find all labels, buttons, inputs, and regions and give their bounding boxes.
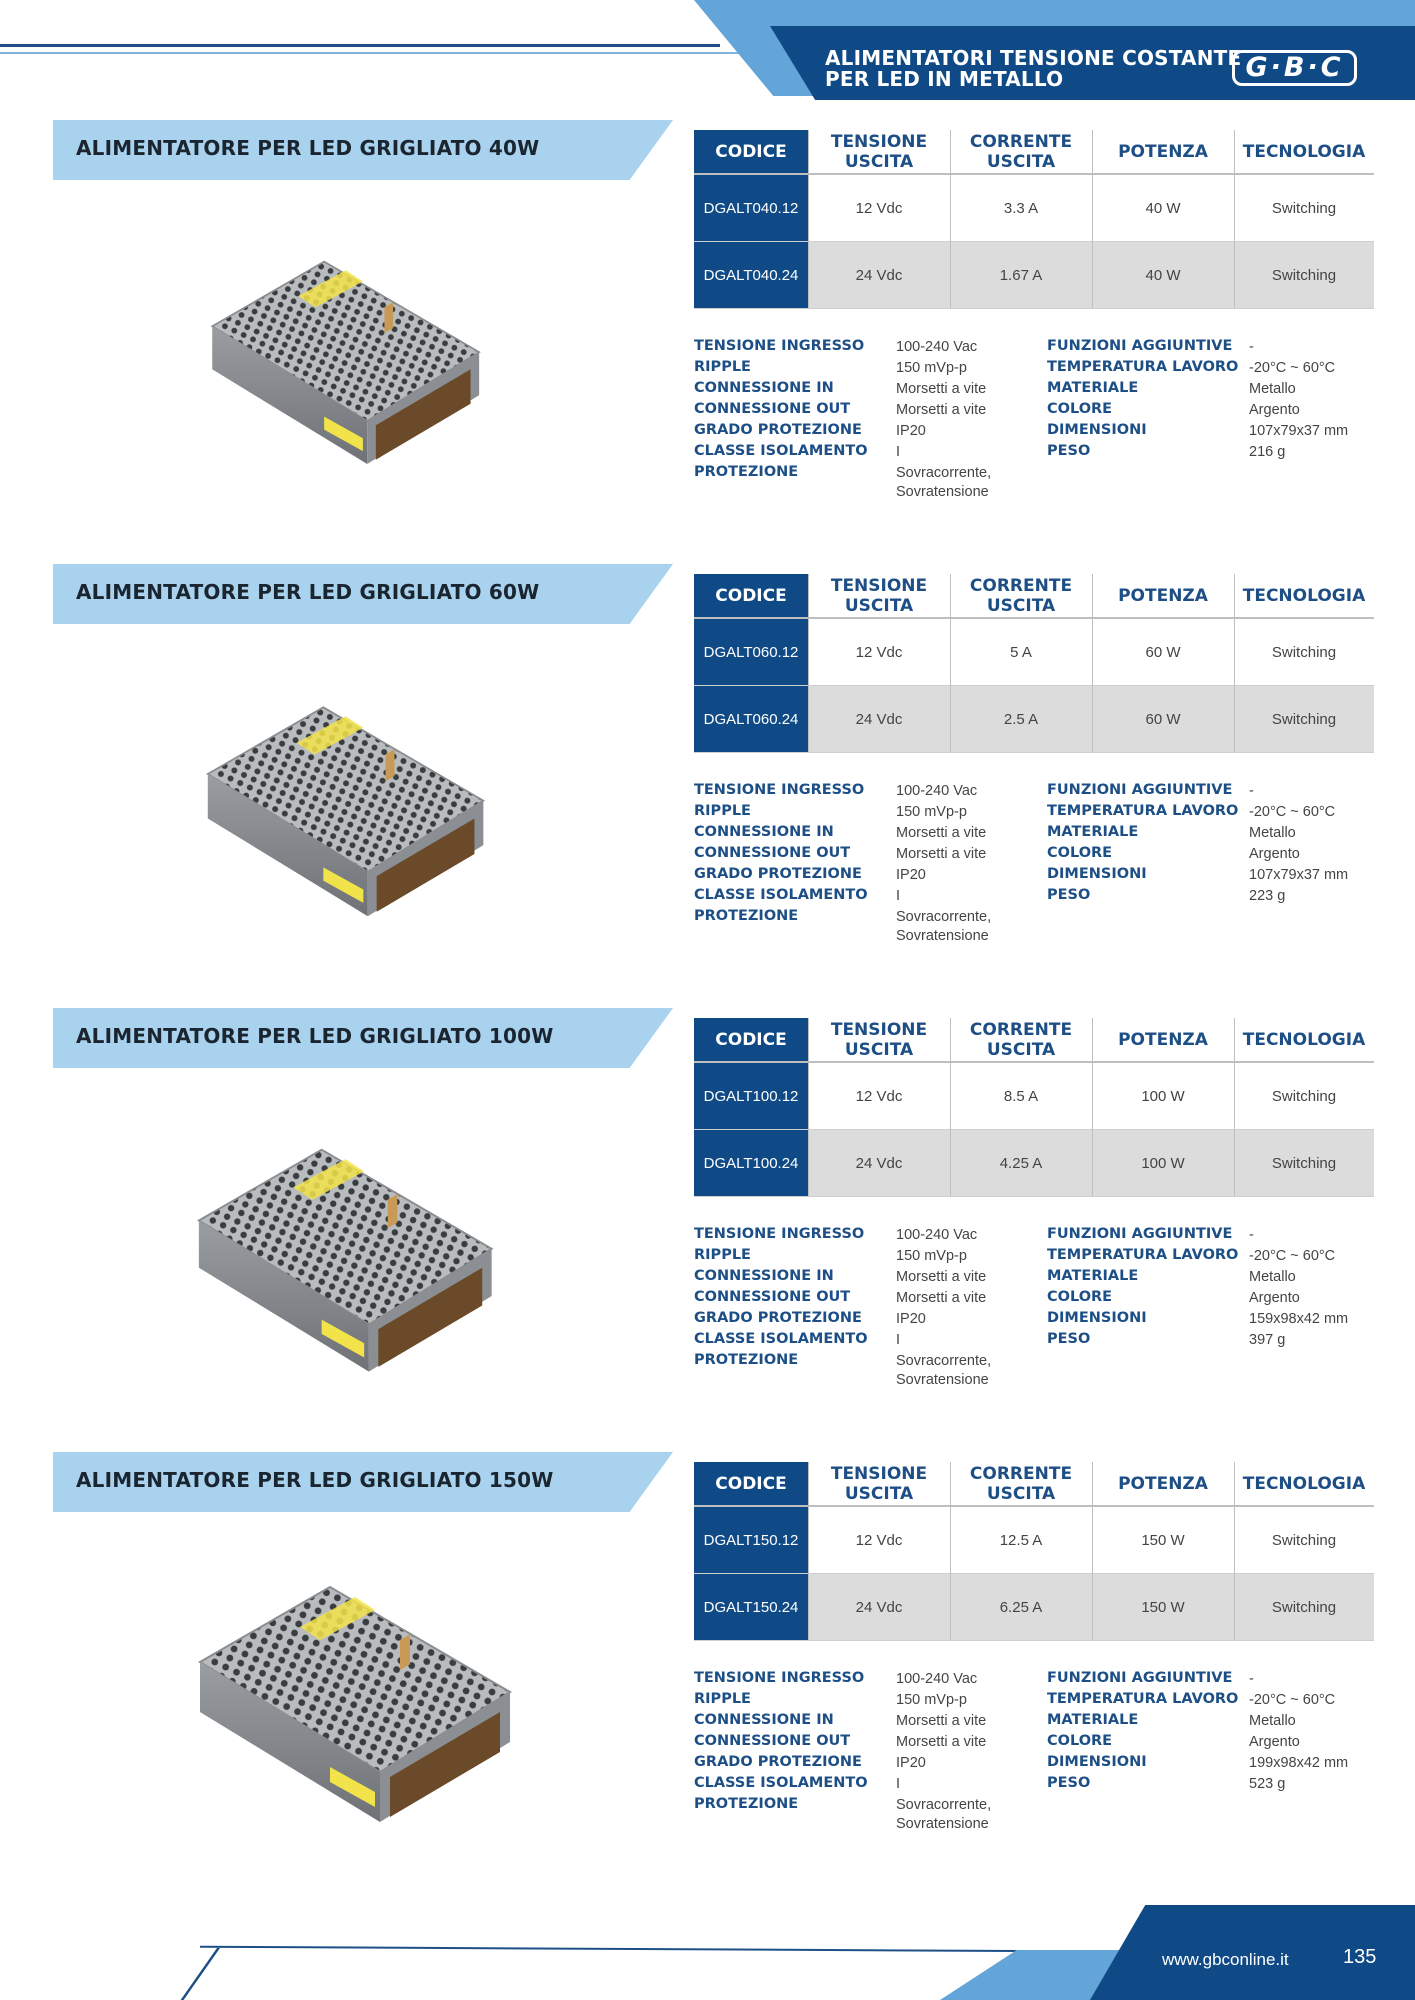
- column-header: TENSIONE USCITA: [830, 1464, 928, 1504]
- spec-label: RIPPLE: [694, 359, 751, 375]
- product-title: ALIMENTATORE PER LED GRIGLIATO 150W: [76, 1468, 554, 1492]
- spec-value: 150 mVp-p: [896, 1692, 967, 1708]
- power-supply-illustration: [195, 215, 505, 515]
- table-cell-voltage: 12 Vdc: [855, 199, 903, 217]
- spec-label: PROTEZIONE: [694, 1796, 799, 1812]
- spec-label: DIMENSIONI: [1047, 1310, 1147, 1326]
- table-cell-voltage: 12 Vdc: [855, 1531, 903, 1549]
- table-cell-code: DGALT150.12: [694, 1507, 808, 1573]
- product-block: [0, 564, 1415, 984]
- column-header: TENSIONE USCITA: [830, 1020, 928, 1060]
- table-cell-code: DGALT100.24: [694, 1130, 808, 1196]
- spec-label: MATERIALE: [1047, 1712, 1139, 1728]
- table-row: [694, 619, 1374, 685]
- spec-value: 107x79x37 mm: [1249, 867, 1349, 883]
- product-title: ALIMENTATORE PER LED GRIGLIATO 60W: [76, 580, 540, 604]
- spec-value: 199x98x42 mm: [1249, 1755, 1349, 1771]
- spec-value: Argento: [1249, 1290, 1300, 1306]
- spec-label: PESO: [1047, 1331, 1091, 1347]
- spec-value: Metallo: [1249, 1713, 1296, 1729]
- spec-label: FUNZIONI AGGIUNTIVE: [1047, 1226, 1233, 1242]
- footer-line-diagonal: [175, 1948, 220, 2000]
- column-header: CORRENTE USCITA: [969, 132, 1073, 172]
- spec-label: GRADO PROTEZIONE: [694, 1310, 862, 1326]
- column-header: TECNOLOGIA: [1242, 1474, 1366, 1494]
- spec-label: RIPPLE: [694, 803, 751, 819]
- spec-value: Morsetti a vite: [896, 402, 987, 418]
- table-row: [694, 1507, 1374, 1573]
- spec-label: CLASSE ISOLAMENTO: [694, 1331, 868, 1347]
- column-header: TECNOLOGIA: [1242, 1030, 1366, 1050]
- spec-label: PROTEZIONE: [694, 464, 799, 480]
- column-divider: [1234, 1018, 1235, 1196]
- row-divider: [694, 752, 1374, 753]
- spec-value: -20°C ~ 60°C: [1249, 360, 1336, 376]
- spec-label: DIMENSIONI: [1047, 866, 1147, 882]
- spec-label: FUNZIONI AGGIUNTIVE: [1047, 1670, 1233, 1686]
- spec-label: CONNESSIONE IN: [694, 380, 834, 396]
- table-cell-tech: Switching: [1271, 199, 1337, 217]
- column-divider: [1092, 1018, 1093, 1196]
- spec-value: Sovracorrente,: [896, 909, 992, 925]
- spec-value: IP20: [896, 1311, 926, 1327]
- spec-value: 523 g: [1249, 1776, 1286, 1792]
- column-divider: [950, 574, 951, 752]
- table-row: [694, 1063, 1374, 1129]
- table-cell-voltage: 24 Vdc: [855, 266, 903, 284]
- column-header: POTENZA: [1118, 1030, 1208, 1050]
- column-divider: [950, 1018, 951, 1196]
- table-cell-power: 100 W: [1141, 1087, 1185, 1105]
- column-divider: [1234, 1462, 1235, 1640]
- column-header: CORRENTE USCITA: [969, 576, 1073, 616]
- spec-label: TEMPERATURA LAVORO: [1047, 1691, 1239, 1707]
- table-row: [694, 686, 1374, 752]
- spec-label: PESO: [1047, 887, 1091, 903]
- spec-value: 100-240 Vac: [896, 1227, 978, 1243]
- page-title-line2: PER LED IN METALLO: [825, 67, 1064, 91]
- product-block: [0, 1452, 1415, 1872]
- table-cell-code: DGALT040.12: [694, 175, 808, 241]
- row-divider: [694, 1196, 1374, 1197]
- spec-value: Argento: [1249, 846, 1300, 862]
- spec-value: 100-240 Vac: [896, 339, 978, 355]
- spec-value: 216 g: [1249, 444, 1286, 460]
- table-cell-voltage: 24 Vdc: [855, 1598, 903, 1616]
- row-divider: [694, 308, 1374, 309]
- table-cell-power: 40 W: [1145, 199, 1181, 217]
- spec-label: CLASSE ISOLAMENTO: [694, 887, 868, 903]
- table-row: [694, 175, 1374, 241]
- table-header: [694, 574, 1374, 618]
- column-divider: [808, 1018, 809, 1196]
- spec-label: TEMPERATURA LAVORO: [1047, 359, 1239, 375]
- spec-label: TEMPERATURA LAVORO: [1047, 1247, 1239, 1263]
- spec-label: DIMENSIONI: [1047, 1754, 1147, 1770]
- spec-label: GRADO PROTEZIONE: [694, 866, 862, 882]
- footer-line: [200, 1946, 1070, 1953]
- table-cell-voltage: 24 Vdc: [855, 710, 903, 728]
- spec-value: I: [896, 444, 901, 460]
- spec-label: COLORE: [1047, 401, 1113, 417]
- spec-value: 150 mVp-p: [896, 1248, 967, 1264]
- table-cell-current: 2.5 A: [1003, 710, 1039, 728]
- column-header: CODICE: [694, 574, 808, 618]
- spec-value: 150 mVp-p: [896, 360, 967, 376]
- column-divider: [1092, 1462, 1093, 1640]
- spec-label: COLORE: [1047, 845, 1113, 861]
- column-header: CODICE: [694, 1018, 808, 1062]
- column-header: TECNOLOGIA: [1242, 586, 1366, 606]
- column-divider: [950, 130, 951, 308]
- product-title: ALIMENTATORE PER LED GRIGLIATO 40W: [76, 136, 540, 160]
- spec-value: Metallo: [1249, 825, 1296, 841]
- spec-value: Argento: [1249, 1734, 1300, 1750]
- spec-label: COLORE: [1047, 1289, 1113, 1305]
- spec-value: Metallo: [1249, 381, 1296, 397]
- spec-value: 100-240 Vac: [896, 783, 978, 799]
- column-divider: [1234, 574, 1235, 752]
- spec-label: PESO: [1047, 1775, 1091, 1791]
- column-divider: [950, 1462, 951, 1640]
- spec-label: CONNESSIONE OUT: [694, 1733, 851, 1749]
- column-divider: [1234, 130, 1235, 308]
- spec-label: COLORE: [1047, 1733, 1113, 1749]
- table-cell-current: 12.5 A: [999, 1531, 1043, 1549]
- column-header: POTENZA: [1118, 142, 1208, 162]
- table-header: [694, 1018, 1374, 1062]
- power-supply-image: [180, 1108, 520, 1418]
- spec-value: -: [1249, 339, 1254, 355]
- table-cell-current: 5 A: [1010, 643, 1032, 661]
- spec-label: CONNESSIONE IN: [694, 1712, 834, 1728]
- column-divider: [808, 1462, 809, 1640]
- spec-value: IP20: [896, 867, 926, 883]
- table-header: [694, 1462, 1374, 1506]
- spec-value: 107x79x37 mm: [1249, 423, 1349, 439]
- spec-label: TENSIONE INGRESSO: [694, 1226, 865, 1242]
- table-cell-code: DGALT060.12: [694, 619, 808, 685]
- spec-value: I: [896, 1776, 901, 1792]
- spec-label: FUNZIONI AGGIUNTIVE: [1047, 782, 1233, 798]
- header-line: [0, 44, 720, 47]
- table-cell-code: DGALT040.24: [694, 242, 808, 308]
- spec-label: TEMPERATURA LAVORO: [1047, 803, 1239, 819]
- spec-label: PROTEZIONE: [694, 1352, 799, 1368]
- table-cell-voltage: 12 Vdc: [855, 643, 903, 661]
- table-cell-tech: Switching: [1271, 1154, 1337, 1172]
- table-row: [694, 1130, 1374, 1196]
- product-title: ALIMENTATORE PER LED GRIGLIATO 100W: [76, 1024, 554, 1048]
- table-cell-code: DGALT060.24: [694, 686, 808, 752]
- table-cell-current: 3.3 A: [1003, 199, 1039, 217]
- spec-value: Morsetti a vite: [896, 846, 987, 862]
- spec-value: I: [896, 888, 901, 904]
- spec-label: CONNESSIONE OUT: [694, 1289, 851, 1305]
- table-header: [694, 130, 1374, 174]
- spec-value: -: [1249, 1671, 1254, 1687]
- spec-label: TENSIONE INGRESSO: [694, 782, 865, 798]
- spec-value: Argento: [1249, 402, 1300, 418]
- power-supply-illustration: [190, 664, 510, 964]
- power-supply-image: [180, 1552, 540, 1862]
- page-title-line1: ALIMENTATORI TENSIONE COSTANTE: [825, 46, 1242, 70]
- table-cell-power: 40 W: [1145, 266, 1181, 284]
- spec-value: Sovratensione: [896, 928, 989, 944]
- spec-label: CONNESSIONE IN: [694, 824, 834, 840]
- spec-value: 100-240 Vac: [896, 1671, 978, 1687]
- table-cell-power: 100 W: [1141, 1154, 1185, 1172]
- spec-label: CONNESSIONE IN: [694, 1268, 834, 1284]
- spec-label: TENSIONE INGRESSO: [694, 1670, 865, 1686]
- spec-label: GRADO PROTEZIONE: [694, 422, 862, 438]
- spec-label: MATERIALE: [1047, 380, 1139, 396]
- spec-label: CONNESSIONE OUT: [694, 401, 851, 417]
- table-row: [694, 242, 1374, 308]
- table-cell-code: DGALT150.24: [694, 1574, 808, 1640]
- page-number: 135: [1343, 1946, 1377, 1968]
- column-header: TENSIONE USCITA: [830, 132, 928, 172]
- spec-value: Morsetti a vite: [896, 1734, 987, 1750]
- table-cell-tech: Switching: [1271, 1531, 1337, 1549]
- spec-value: 223 g: [1249, 888, 1286, 904]
- spec-value: 150 mVp-p: [896, 804, 967, 820]
- spec-label: PESO: [1047, 443, 1091, 459]
- power-supply-image: [190, 664, 510, 964]
- spec-label: CONNESSIONE OUT: [694, 845, 851, 861]
- website-link[interactable]: www.gbconline.it: [1162, 1950, 1289, 1969]
- spec-value: Morsetti a vite: [896, 1713, 987, 1729]
- table-cell-power: 150 W: [1141, 1531, 1185, 1549]
- spec-value: IP20: [896, 423, 926, 439]
- spec-value: -20°C ~ 60°C: [1249, 1692, 1336, 1708]
- spec-value: Sovratensione: [896, 1816, 989, 1832]
- table-cell-code: DGALT100.12: [694, 1063, 808, 1129]
- product-block: [0, 120, 1415, 540]
- spec-value: Sovratensione: [896, 484, 989, 500]
- table-cell-power: 60 W: [1145, 643, 1181, 661]
- spec-value: -: [1249, 1227, 1254, 1243]
- spec-value: Morsetti a vite: [896, 381, 987, 397]
- column-header: POTENZA: [1118, 1474, 1208, 1494]
- spec-value: Metallo: [1249, 1269, 1296, 1285]
- table-cell-tech: Switching: [1271, 1087, 1337, 1105]
- spec-label: DIMENSIONI: [1047, 422, 1147, 438]
- spec-label: CLASSE ISOLAMENTO: [694, 1775, 868, 1791]
- power-supply-illustration: [180, 1552, 540, 1862]
- power-supply-image: [195, 215, 505, 515]
- spec-value: Sovracorrente,: [896, 1797, 992, 1813]
- spec-value: Morsetti a vite: [896, 1290, 987, 1306]
- spec-value: -: [1249, 783, 1254, 799]
- table-cell-current: 6.25 A: [999, 1598, 1043, 1616]
- table-cell-current: 1.67 A: [999, 266, 1043, 284]
- spec-label: RIPPLE: [694, 1691, 751, 1707]
- column-header: TENSIONE USCITA: [830, 576, 928, 616]
- spec-value: IP20: [896, 1755, 926, 1771]
- column-divider: [1092, 574, 1093, 752]
- spec-label: FUNZIONI AGGIUNTIVE: [1047, 338, 1233, 354]
- spec-value: 159x98x42 mm: [1249, 1311, 1349, 1327]
- power-supply-illustration: [180, 1108, 520, 1418]
- column-header: CORRENTE USCITA: [969, 1464, 1073, 1504]
- column-divider: [1092, 130, 1093, 308]
- spec-label: GRADO PROTEZIONE: [694, 1754, 862, 1770]
- spec-value: Sovracorrente,: [896, 465, 992, 481]
- table-cell-tech: Switching: [1271, 266, 1337, 284]
- spec-value: Sovracorrente,: [896, 1353, 992, 1369]
- row-divider: [694, 1640, 1374, 1641]
- spec-value: Sovratensione: [896, 1372, 989, 1388]
- header-line-light: [0, 52, 740, 54]
- column-divider: [808, 130, 809, 308]
- table-cell-tech: Switching: [1271, 1598, 1337, 1616]
- spec-label: RIPPLE: [694, 1247, 751, 1263]
- spec-label: CLASSE ISOLAMENTO: [694, 443, 868, 459]
- table-cell-voltage: 24 Vdc: [855, 1154, 903, 1172]
- spec-label: MATERIALE: [1047, 1268, 1139, 1284]
- table-cell-current: 4.25 A: [999, 1154, 1043, 1172]
- spec-value: Morsetti a vite: [896, 1269, 987, 1285]
- gbc-logo: G·B·C: [1232, 50, 1357, 86]
- table-cell-tech: Switching: [1271, 710, 1337, 728]
- column-header: POTENZA: [1118, 586, 1208, 606]
- spec-value: I: [896, 1332, 901, 1348]
- product-block: [0, 1008, 1415, 1428]
- column-header: CORRENTE USCITA: [969, 1020, 1073, 1060]
- spec-value: -20°C ~ 60°C: [1249, 804, 1336, 820]
- spec-label: PROTEZIONE: [694, 908, 799, 924]
- table-cell-power: 60 W: [1145, 710, 1181, 728]
- table-cell-current: 8.5 A: [1003, 1087, 1039, 1105]
- table-cell-tech: Switching: [1271, 643, 1337, 661]
- column-divider: [808, 574, 809, 752]
- table-cell-voltage: 12 Vdc: [855, 1087, 903, 1105]
- column-header: TECNOLOGIA: [1242, 142, 1366, 162]
- spec-value: -20°C ~ 60°C: [1249, 1248, 1336, 1264]
- column-header: CODICE: [694, 1462, 808, 1506]
- table-cell-power: 150 W: [1141, 1598, 1185, 1616]
- page-title: [825, 48, 1241, 90]
- spec-label: TENSIONE INGRESSO: [694, 338, 865, 354]
- table-row: [694, 1574, 1374, 1640]
- column-header: CODICE: [694, 130, 808, 174]
- spec-label: MATERIALE: [1047, 824, 1139, 840]
- spec-value: 397 g: [1249, 1332, 1286, 1348]
- spec-value: Morsetti a vite: [896, 825, 987, 841]
